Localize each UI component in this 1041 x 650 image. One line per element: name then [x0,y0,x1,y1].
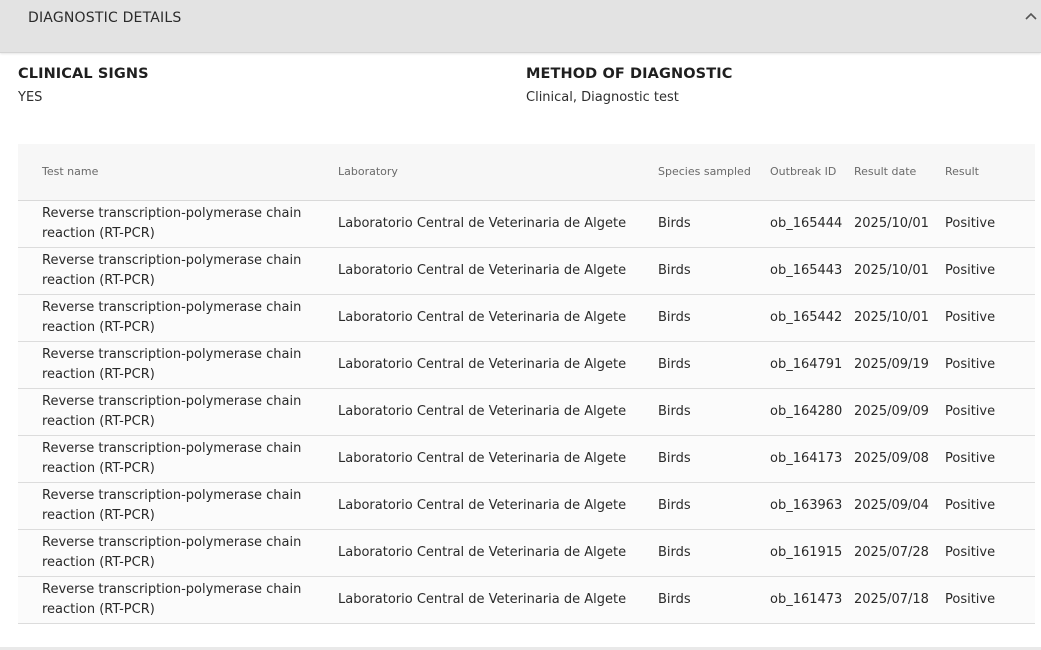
laboratory-cell: Laboratorio Central de Veterinaria de Algete [338,576,658,623]
test-name-cell: Reverse transcription-polymerase chain reaction (RT-PCR) [18,482,338,529]
laboratory-cell: Laboratorio Central de Veterinaria de Algete [338,200,658,247]
laboratory-cell: Laboratorio Central de Veterinaria de Algete [338,247,658,294]
result-date-cell: 2025/09/19 [854,341,945,388]
test-name-cell: Reverse transcription-polymerase chain reaction (RT-PCR) [18,341,338,388]
table-row [18,200,1035,247]
test-name-cell: Reverse transcription-polymerase chain reaction (RT-PCR) [18,388,338,435]
result-date-cell: 2025/10/01 [854,294,945,341]
result-cell: Positive [945,435,1035,482]
result-cell: Positive [945,200,1035,247]
table-row [18,341,1035,388]
outbreak-id-cell[interactable]: ob_161915 [770,529,854,576]
result-date-cell: 2025/09/08 [854,435,945,482]
laboratory-cell: Laboratorio Central de Veterinaria de Algete [338,341,658,388]
method-of-diagnostic-value: Clinical, Diagnostic test [526,90,679,105]
outbreak-id-cell[interactable]: ob_164173 [770,435,854,482]
column-header-test-name[interactable]: Test name [18,144,338,200]
species-cell: Birds [658,247,770,294]
column-header-laboratory[interactable]: Laboratory [338,144,658,200]
diagnostic-tests-table [18,144,1035,624]
diagnostic-details-header[interactable] [0,0,1041,53]
species-cell: Birds [658,388,770,435]
outbreak-id-cell[interactable]: ob_164280 [770,388,854,435]
result-cell: Positive [945,482,1035,529]
laboratory-cell: Laboratorio Central de Veterinaria de Algete [338,388,658,435]
panel-title: DIAGNOSTIC DETAILS [28,10,182,26]
outbreak-id-cell[interactable]: ob_164791 [770,341,854,388]
result-date-cell: 2025/10/01 [854,247,945,294]
species-cell: Birds [658,435,770,482]
result-date-cell: 2025/10/01 [854,200,945,247]
species-cell: Birds [658,482,770,529]
result-date-cell: 2025/09/09 [854,388,945,435]
result-date-cell: 2025/07/28 [854,529,945,576]
method-of-diagnostic-label: METHOD OF DIAGNOSTIC [526,66,733,82]
result-cell: Positive [945,341,1035,388]
test-name-cell: Reverse transcription-polymerase chain reaction (RT-PCR) [18,294,338,341]
result-date-cell: 2025/07/18 [854,576,945,623]
clinical-signs-value: YES [18,90,43,105]
column-header-result[interactable]: Result [945,144,1035,200]
species-cell: Birds [658,294,770,341]
test-name-cell: Reverse transcription-polymerase chain reaction (RT-PCR) [18,247,338,294]
laboratory-cell: Laboratorio Central de Veterinaria de Algete [338,294,658,341]
result-cell: Positive [945,529,1035,576]
outbreak-id-cell[interactable]: ob_165443 [770,247,854,294]
result-cell: Positive [945,388,1035,435]
table-row [18,529,1035,576]
column-header-outbreak-id[interactable]: Outbreak ID [770,144,854,200]
species-cell: Birds [658,341,770,388]
test-name-cell: Reverse transcription-polymerase chain reaction (RT-PCR) [18,435,338,482]
table-row [18,388,1035,435]
outbreak-id-cell[interactable]: ob_165444 [770,200,854,247]
outbreak-id-cell[interactable]: ob_161473 [770,576,854,623]
column-header-result-date[interactable]: Result date [854,144,945,200]
table-row [18,435,1035,482]
outbreak-id-cell[interactable]: ob_163963 [770,482,854,529]
result-cell: Positive [945,576,1035,623]
table-row [18,482,1035,529]
result-cell: Positive [945,294,1035,341]
outbreak-id-cell[interactable]: ob_165442 [770,294,854,341]
table-row [18,576,1035,623]
table-header-row [18,144,1035,200]
result-date-cell: 2025/09/04 [854,482,945,529]
laboratory-cell: Laboratorio Central de Veterinaria de Algete [338,529,658,576]
table-row [18,294,1035,341]
result-cell: Positive [945,247,1035,294]
column-header-species-sampled[interactable]: Species sampled [658,144,770,200]
test-name-cell: Reverse transcription-polymerase chain reaction (RT-PCR) [18,576,338,623]
species-cell: Birds [658,200,770,247]
clinical-signs-block [18,66,149,105]
table-row [18,247,1035,294]
laboratory-cell: Laboratorio Central de Veterinaria de Algete [338,435,658,482]
species-cell: Birds [658,529,770,576]
method-of-diagnostic-block [526,66,732,105]
test-name-cell: Reverse transcription-polymerase chain reaction (RT-PCR) [18,200,338,247]
chevron-up-icon[interactable] [1023,8,1039,24]
laboratory-cell: Laboratorio Central de Veterinaria de Algete [338,482,658,529]
species-cell: Birds [658,576,770,623]
test-name-cell: Reverse transcription-polymerase chain reaction (RT-PCR) [18,529,338,576]
clinical-signs-label: CLINICAL SIGNS [18,66,149,82]
